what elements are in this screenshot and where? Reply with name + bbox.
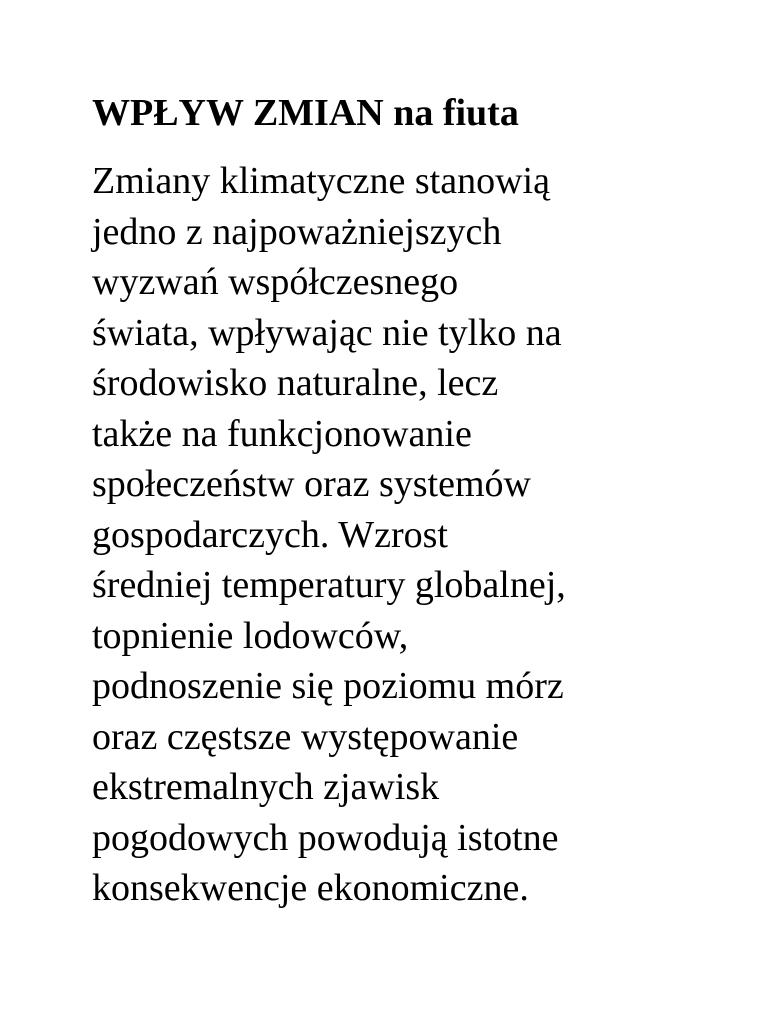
body-line: oraz częstsze występowanie (92, 715, 519, 758)
body-line: gospodarczych. Wzrost (92, 513, 448, 556)
body-line: ekstremalnych zjawisk (92, 766, 440, 808)
body-line: pogodowych powodują istotne (92, 816, 559, 859)
body-line: średniej temperatury globalnej, (92, 564, 566, 606)
body-line: także na funkcjonowanie (92, 412, 472, 455)
body-line: społeczeństw oraz systemów (92, 463, 531, 505)
document-body-paragraph (92, 156, 566, 914)
document-title: WPŁYW ZMIAN na fiuta (92, 92, 519, 134)
body-line: Zmiany klimatyczne stanowią (92, 160, 550, 202)
body-line: konsekwencje ekonomiczne. (92, 867, 529, 909)
body-line: środowisko naturalne, lecz (92, 362, 499, 404)
body-line: jedno z najpoważniejszych (92, 210, 502, 253)
body-line: świata, wpływając nie tylko na (92, 311, 562, 354)
body-line: topnienie lodowców, (92, 614, 409, 657)
body-line: wyzwań współczesnego (92, 261, 459, 303)
body-line: podnoszenie się poziomu mórz (92, 665, 564, 707)
